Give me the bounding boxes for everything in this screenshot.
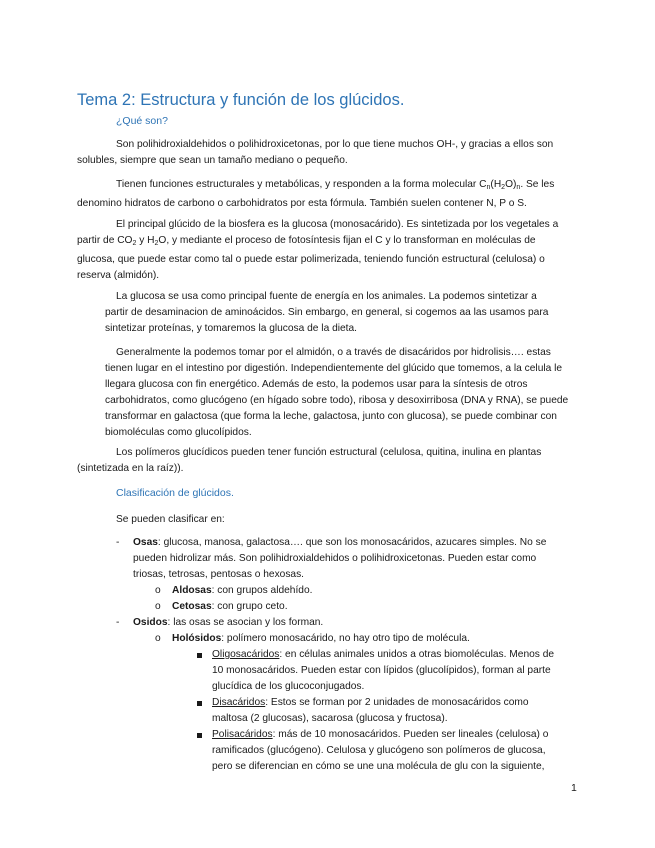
term-label: Holósidos	[172, 633, 222, 644]
text-line: La glucosa se usa como principal fuente de energía en los animales. La podemos sintetizar a	[116, 291, 537, 302]
text-line: llegara glucosa con fin energético. Además de esto, la podemos usar para la síntesis de otros	[105, 379, 528, 390]
circle-bullet: o	[155, 601, 161, 612]
text-line: : con grupo ceto.	[211, 601, 288, 612]
text-line: y H	[136, 235, 155, 246]
list-item-aldosas	[172, 583, 312, 599]
text-line: reserva (almidón).	[77, 270, 160, 281]
text-line: : las osas se asocian y los forman.	[167, 617, 324, 628]
page-title: Tema 2: Estructura y función de los glúcidos.	[77, 91, 405, 109]
text-line: sintetizar proteínas, y tomaremos la glucosa de la dieta.	[105, 323, 357, 334]
paragraph-polymers	[77, 445, 577, 477]
term-label: Aldosas	[172, 585, 212, 596]
term-label: Polisacáridos	[212, 729, 273, 740]
text-line: partir de CO	[77, 235, 133, 246]
list-item-oligosacaridos	[212, 647, 582, 695]
list-intro: Se pueden clasificar en:	[116, 514, 225, 525]
paragraph-intake	[77, 345, 577, 441]
term-label: Oligosacáridos	[212, 649, 280, 660]
subscript: n	[486, 184, 491, 191]
paragraph-energy	[77, 289, 577, 337]
text-line: : glucosa, manosa, galactosa…. que son los monosacáridos, azucares simples. No se	[157, 537, 547, 548]
dash-bullet: -	[116, 617, 120, 628]
text-line: solubles, siempre que sean un tamaño mediano o pequeño.	[77, 155, 348, 166]
section-heading-que-son: ¿Qué son?	[116, 115, 168, 127]
text-line: : más de 10 monosacáridos. Pueden ser lineales (celulosa) o	[272, 729, 549, 740]
list-item-polisacaridos	[212, 727, 582, 775]
subscript: n	[516, 184, 521, 191]
text-line: : polímero monosacárido, no hay otro tipo de molécula.	[221, 633, 470, 644]
dash-bullet: -	[116, 537, 120, 548]
section-heading-clasificacion: Clasificación de glúcidos.	[116, 487, 234, 499]
text-line: Generalmente la podemos tomar por el almidón, o a través de disacáridos por hidrolisis…. estas	[116, 347, 551, 358]
text-line: biomoléculas como glucolípidos.	[105, 427, 252, 438]
list-item-osidos	[133, 615, 323, 631]
paragraph-definition	[77, 137, 577, 169]
text-line: pueden hidrolizar más. Son polihidroxialdehidos o polihidroxicetonas. Pueden estar como	[133, 553, 537, 564]
text-line: : Estos se forman por 2 unidades de monosacáridos como	[265, 697, 529, 708]
text-line: glucídica de los glucoconjugados.	[212, 681, 365, 692]
text-line: 10 monosacáridos. Pueden estar con lípidos (glucolípidos), forman al parte	[212, 665, 551, 676]
subscript: 2	[154, 240, 159, 247]
term-label: Cetosas	[172, 601, 212, 612]
text-line: Son polihidroxialdehidos o polihidroxicetonas, por lo que tiene muchos OH-, y gracias a ellos son	[116, 139, 554, 150]
text-line: carbohidratos, como glucógeno (en hígado sobre todo), ribosa y desoxirribosa (DNA y RNA), se puede	[105, 395, 569, 406]
term-label: Osidos	[133, 617, 168, 628]
text-line: El principal glúcido de la biosfera es la glucosa (monosacárido). Es sintetizada por los vegetales a	[116, 219, 559, 230]
text-line: . Se les	[520, 179, 555, 190]
circle-bullet: o	[155, 633, 161, 644]
text-line: tienen lugar en el intestino por digestión. Independientemente del glúcido que tomemos, a la celula le	[105, 363, 563, 374]
page-number: 1	[571, 782, 577, 794]
text-line: partir de desaminacion de aminoácidos. Sin embargo, en general, si cogemos aa las usamos para	[105, 307, 549, 318]
text-line: glucosa, que puede estar como tal o puede estar polimerizada, teniendo función estructural (celulosa) o	[77, 254, 545, 265]
text-line: (sintetizada en la raíz)).	[77, 463, 184, 474]
paragraph-functions	[77, 177, 577, 212]
text-line: Los polímeros glucídicos pueden tener función estructural (celulosa, quitina, inulina en plantas	[116, 447, 542, 458]
term-label: Osas	[133, 537, 158, 548]
list-item-disacaridos	[212, 695, 582, 727]
text-line: maltosa (2 glucosas), sacarosa (glucosa y fructosa).	[212, 713, 448, 724]
text-line: O, y mediante el proceso de fotosíntesis fijan el C y lo transforman en moléculas de	[158, 235, 536, 246]
text-line: denomino hidratos de carbono o carbohidratos por esta fórmula. También suelen contener N, P o S.	[77, 198, 527, 209]
square-bullet	[197, 653, 202, 658]
list-item-osas	[133, 535, 573, 583]
text-line: ramificados (glucógeno). Celulosa y glucógeno son polímeros de glucosa,	[212, 745, 546, 756]
text-line: pero se diferencian en cómo se une una molécula de glu con la siguiente,	[212, 761, 545, 772]
square-bullet	[197, 701, 202, 706]
list-item-holosidos	[172, 631, 470, 647]
paragraph-glucose-origin	[77, 217, 577, 284]
subscript: 2	[501, 184, 506, 191]
text-line: O)	[505, 179, 517, 190]
square-bullet	[197, 733, 202, 738]
text-line: Tienen funciones estructurales y metabólicas, y responden a la forma molecular C	[116, 179, 487, 190]
text-line: triosas, tetrosas, pentosas o hexosas.	[133, 569, 305, 580]
text-line: : con grupos aldehído.	[211, 585, 313, 596]
circle-bullet: o	[155, 585, 161, 596]
term-label: Disacáridos	[212, 697, 266, 708]
list-item-cetosas	[172, 599, 288, 615]
subscript: 2	[132, 240, 137, 247]
text-line: transformar en galactosa (que forma la leche, galactosa, junto con glucosa), se puede combinar con	[105, 411, 557, 422]
text-line: : en células animales unidos a otras biomoléculas. Menos de	[279, 649, 555, 660]
text-line: (H	[490, 179, 502, 190]
